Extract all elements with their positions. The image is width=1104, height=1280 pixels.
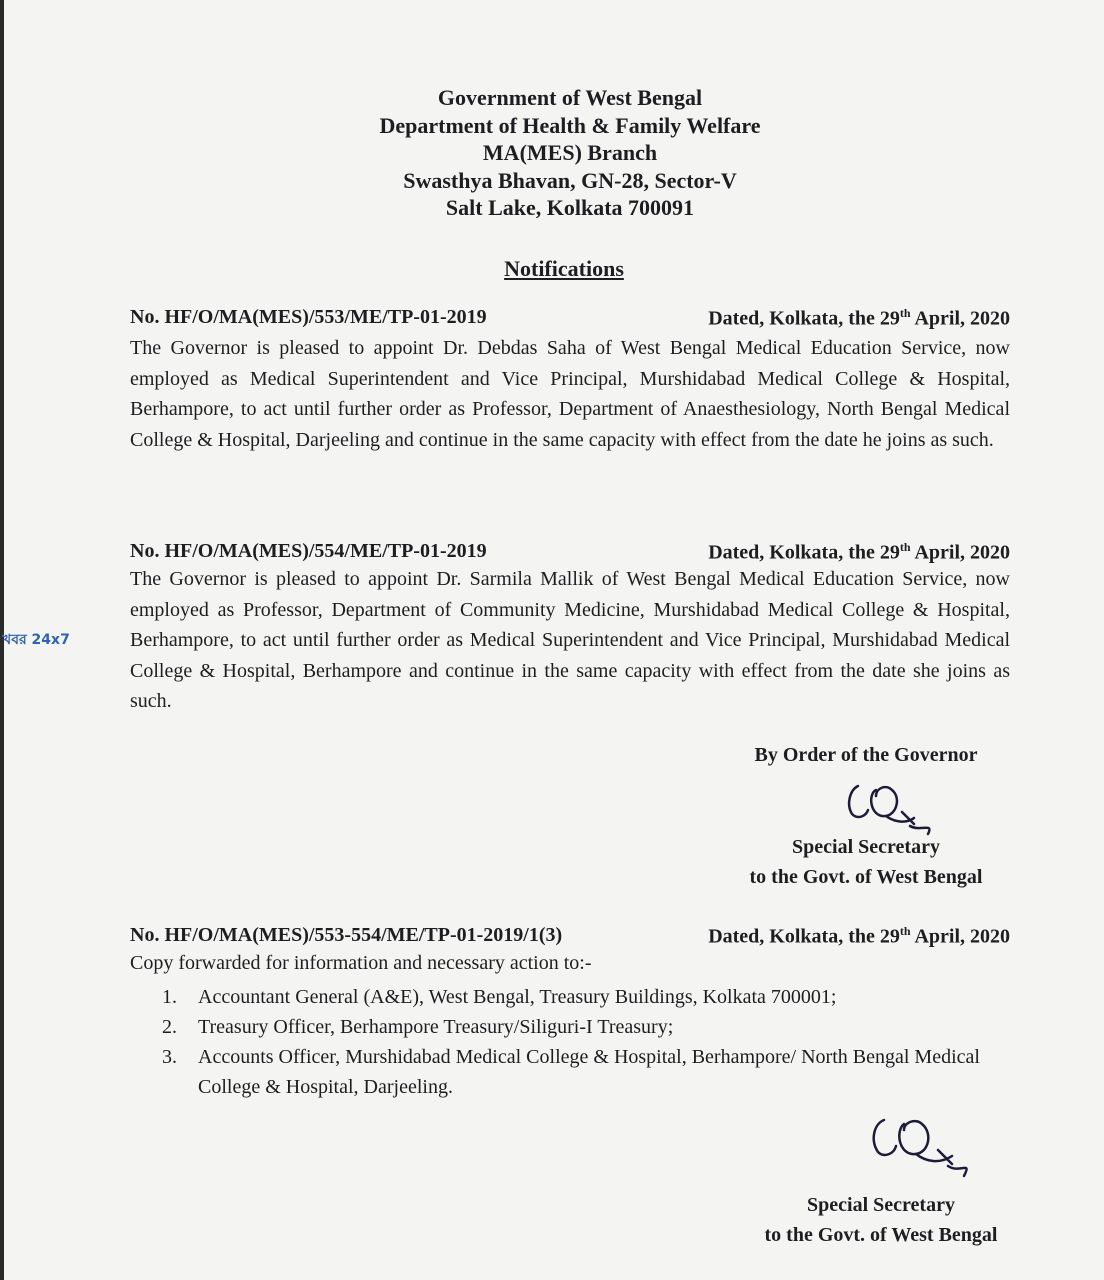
copy-recipient-item <box>162 982 1022 1012</box>
signatory-2-designation: Special Secretary <box>807 1194 955 1216</box>
notification-2-number: No. HF/O/MA(MES)/554/ME/TP-01-2019 <box>130 540 487 562</box>
signatory-2-govt: to the Govt. of West Bengal <box>764 1224 998 1246</box>
signatory-1-govt: to the Govt. of West Bengal <box>749 866 983 888</box>
copy-date: Dated, Kolkata, the 29th April, 2020 <box>708 924 1010 948</box>
notification-1-body: The Governor is pleased to appoint Dr. Debdas Saha of West Bengal Medical Education Service, now employed as Medical Superintendent and Vice Principal, Murshidabad Medical College & Hospital, Berhampore, to act until further order as Professor, Department of Anaesthesiology, North Bengal Medical College & Hospital, Darjeeling and continue in the same capacity with effect from the date he joins as such. <box>130 337 1010 451</box>
notification-2-body: The Governor is pleased to appoint Dr. Sarmila Mallik of West Bengal Medical Education Service, now employed as Professor, Department of Community Medicine, Murshidabad Medical College & Hospital, Berhampore, to act until further order as Medical Superintendent and Vice Principal, Murshidabad Medical College & Hospital, Berhampore and continue in the same capacity with effect from the date she joins as such. <box>130 568 1010 712</box>
signature-mark-2 <box>860 1106 980 1186</box>
header-government: Government of West Bengal <box>437 85 703 110</box>
by-order-block <box>726 744 1006 767</box>
signatory-1-designation: Special Secretary <box>792 836 940 858</box>
copy-number: No. HF/O/MA(MES)/553-554/ME/TP-01-2019/1(3) <box>130 924 563 946</box>
notification-1-number: No. HF/O/MA(MES)/553/ME/TP-01-2019 <box>130 306 487 328</box>
copy-recipient-number: 3. <box>162 1046 177 1068</box>
by-order-text: By Order of the Governor <box>754 744 978 766</box>
copy-header <box>130 924 1010 949</box>
signatory-1 <box>726 832 1006 892</box>
notification-1-date: Dated, Kolkata, the 29th April, 2020 <box>708 306 1010 330</box>
notification-2-header <box>130 540 1010 565</box>
copy-recipient-text: Accountant General (A&E), West Bengal, Treasury Buildings, Kolkata 700001; <box>198 986 837 1008</box>
signatory-2 <box>736 1190 1026 1250</box>
copy-recipient-number: 1. <box>162 986 177 1008</box>
notifications-title-wrap <box>0 256 1104 282</box>
watermark-logo: খবর 24x7 <box>2 632 70 648</box>
letterhead <box>320 84 820 222</box>
copy-intro: Copy forwarded for information and necessary action to:- <box>130 952 592 974</box>
copy-recipient-text: Accounts Officer, Murshidabad Medical College & Hospital, Berhampore/ North Bengal Medical College & Hospital, Darjeeling. <box>198 1046 980 1098</box>
copy-recipient-text: Treasury Officer, Berhampore Treasury/Siliguri-I Treasury; <box>198 1016 674 1038</box>
copy-recipient-item <box>162 1042 1022 1102</box>
copy-recipient-number: 2. <box>162 1016 177 1038</box>
notification-2-date: Dated, Kolkata, the 29th April, 2020 <box>708 540 1010 564</box>
header-branch: MA(MES) Branch <box>482 140 658 165</box>
notification-1-header <box>130 306 1010 331</box>
header-address: Swasthya Bhavan, GN-28, Sector-V <box>403 167 737 193</box>
notifications-title: Notifications <box>504 256 624 281</box>
header-city: Salt Lake, Kolkata 700091 <box>445 195 695 220</box>
copy-recipient-list <box>162 982 1022 1102</box>
copy-recipient-item <box>162 1012 1022 1042</box>
header-department: Department of Health & Family Welfare <box>379 112 761 138</box>
